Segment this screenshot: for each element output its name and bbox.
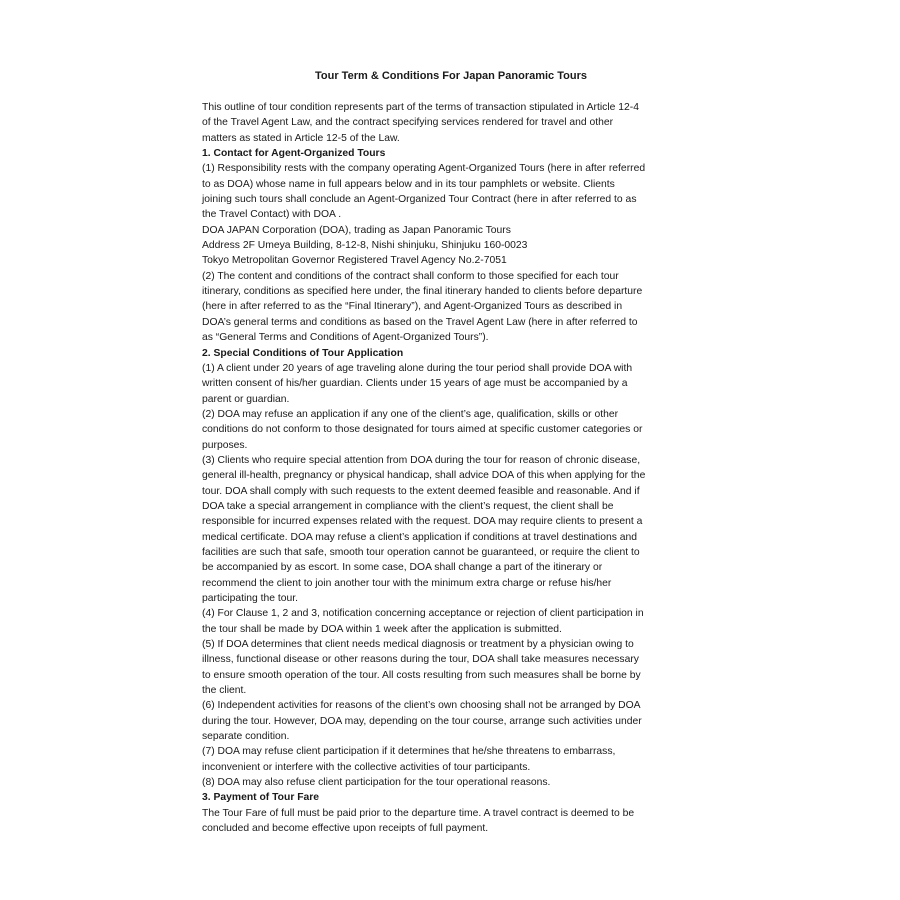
intro-line: matters as stated in Article 12-5 of the Law. (202, 132, 400, 144)
section-line: as “General Terms and Conditions of Agent-Organized Tours”). (202, 332, 489, 344)
company-name: DOA JAPAN Corporation (DOA), trading as Japan Panoramic Tours (202, 224, 511, 236)
section-line: facilities are such that safe, smooth tour operation cannot be guaranteed, or require the client to (202, 546, 640, 558)
intro-paragraph (202, 100, 700, 146)
section-contact (202, 146, 700, 345)
section-line: general ill-health, pregnancy or physical handicap, shall advice DOA of this when applying for the (202, 470, 646, 482)
section-line: (8) DOA may also refuse client participation for the tour operational reasons. (202, 777, 551, 789)
section-line: (2) DOA may refuse an application if any one of the client’s age, qualification, skills or other (202, 408, 619, 420)
section-heading: 1. Contact for Agent-Organized Tours (202, 148, 386, 160)
section-line: The Tour Fare of full must be paid prior to the departure time. A travel contract is deemed to be (202, 807, 635, 819)
section-line: participating the tour. (202, 593, 299, 604)
section-line: the client. (202, 685, 247, 697)
section-line: illness, functional disease or other reasons during the tour, DOA shall take measures necessary (202, 654, 639, 666)
section-line: written consent of his/her guardian. Clients under 15 years of age must be accompanied by a (202, 378, 628, 390)
section-heading: 3. Payment of Tour Fare (202, 792, 320, 804)
section-line: the tour shall be made by DOA within 1 week after the application is submitted. (202, 623, 562, 635)
intro-line: This outline of tour condition represents part of the terms of transaction stipulated in Article 12-4 (202, 102, 639, 113)
section-line: (6) Independent activities for reasons of the client’s own choosing shall not be arranged by DOA (202, 700, 641, 712)
company-address: Address 2F Umeya Building, 8-12-8, Nishi shinjuku, Shinjuku 160-0023 (202, 240, 528, 252)
section-line: (3) Clients who require special attention from DOA during the tour for reason of chronic disease, (202, 454, 641, 466)
section-line: (1) Responsibility rests with the company operating Agent-Organized Tours (here in after referred (202, 163, 646, 175)
section-line: DOA’s general terms and conditions as based on the Travel Agent Law (here in after referred to (202, 316, 638, 328)
section-line: to as DOA) whose name in full appears below and in its tour pamphlets or website. Clients (202, 178, 615, 190)
section-line: responsible for incurred expenses related with the request. DOA may require clients to present a (202, 516, 643, 528)
section-line: conditions do not conform to those designated for tours aimed at specific customer categories or (202, 424, 643, 436)
section-line: medical certificate. DOA may refuse a client’s application if conditions at travel destinations and (202, 531, 638, 543)
section-line: during the tour. However, DOA may, depending on the tour course, arrange such activities under (202, 715, 642, 727)
section-line: concluded and become effective upon receipts of full payment. (202, 823, 489, 835)
section-line: parent or guardian. (202, 393, 290, 405)
intro-line: of the Travel Agent Law, and the contract specifying services rendered for travel and other (202, 117, 614, 129)
registration-number: Tokyo Metropolitan Governor Registered Travel Agency No.2-7051 (202, 255, 507, 267)
section-line: (here in after referred to as the “Final Itinerary”), and Agent-Organized Tours as described in (202, 301, 623, 313)
section-line: separate condition. (202, 731, 290, 743)
section-line: (1) A client under 20 years of age traveling alone during the tour period shall provide DOA with (202, 362, 633, 374)
section-line: recommend the client to join another tour with the minimum extra charge or refuse his/her (202, 577, 612, 589)
section-line: (5) If DOA determines that client needs medical diagnosis or treatment by a physician owing to (202, 639, 634, 651)
document-title: Tour Term & Conditions For Japan Panoramic Tours (315, 70, 587, 82)
section-payment (202, 790, 700, 836)
section-line: inconvenient or interfere with the collective activities of tour participants. (202, 761, 531, 773)
section-line: DOA take a special arrangement in compliance with the client’s request, the client shall be (202, 500, 614, 512)
section-line: joining such tours shall conclude an Agent-Organized Tour Contract (here in after referred to as (202, 194, 637, 206)
section-line: purposes. (202, 439, 248, 451)
section-special-conditions (202, 346, 700, 791)
section-line: tour. DOA shall comply with such requests to the extent deemed feasible and reasonable. And if (202, 485, 640, 497)
document-page (202, 68, 700, 837)
section-line: itinerary, conditions as specified here under, the final itinerary handed to clients before departure (202, 286, 643, 298)
section-line: be accompanied by as escort. In some case, DOA shall change a part of the itinerary or (202, 562, 603, 574)
section-heading: 2. Special Conditions of Tour Application (202, 347, 404, 359)
section-line: the Travel Contact) with DOA . (202, 209, 342, 221)
section-line: (7) DOA may refuse client participation if it determines that he/she threatens to embarrass, (202, 746, 616, 758)
section-line: (4) For Clause 1, 2 and 3, notification concerning acceptance or rejection of client participation in (202, 608, 644, 620)
section-line: to ensure smooth operation of the tour. All costs resulting from such measures shall be borne by (202, 669, 641, 681)
section-line: (2) The content and conditions of the contract shall conform to those specified for each tour (202, 270, 619, 282)
